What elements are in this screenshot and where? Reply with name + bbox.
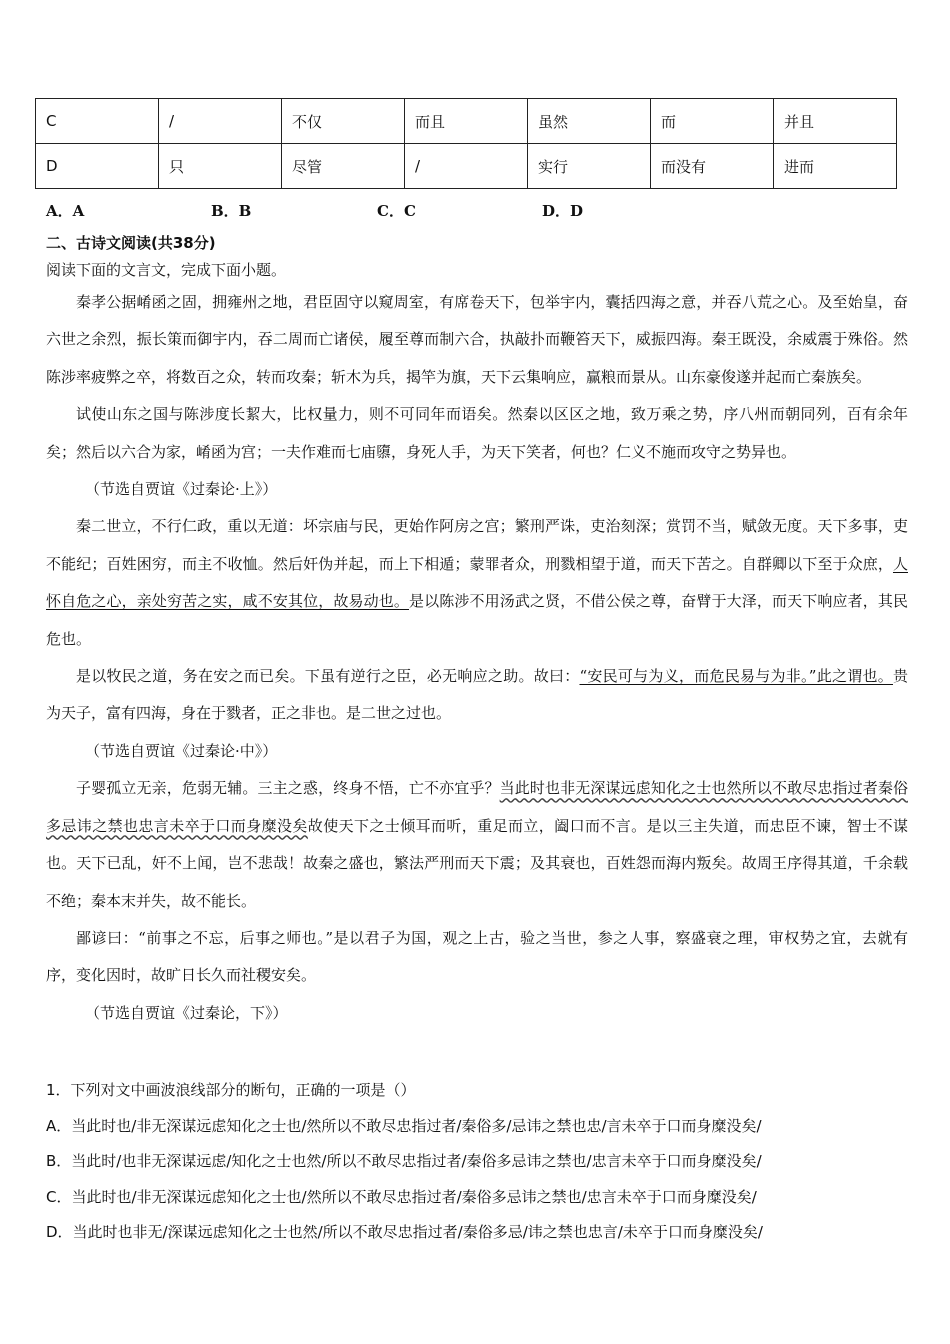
passage-text: 是以陈涉不用汤武之贤，不借公侯之尊，奋臂于大泽，而天下响应者，其民危也。 (46, 592, 908, 648)
question-1 (46, 1073, 916, 1251)
underlined-quote: “安民可与为义，而危民易与为非。”此之谓也。 (579, 667, 893, 686)
question-option-a[interactable]: A．当此时也/非无深谋远虑知化之士也/然所以不敢尽忠指过者/秦俗多/忌讳之禁也忠/言未卒于口而身糜没矣/ (46, 1116, 762, 1135)
passage-text: 故使天下之士倾耳而听，重足而立，阖口而不言。是以三主失道，而忠臣不谏，智士不谋也。天下已乱，奸不上闻，岂不悲哉！故秦之盛也，繁法严刑而天下震；及其衰也，百姓怨而海内叛矣。故周王序得其道，千余载不绝；秦本末并失，故不能长。 (46, 816, 908, 910)
table-cell: / (159, 99, 282, 144)
table-row (36, 144, 897, 189)
passage-paragraph (46, 658, 908, 733)
options-table (35, 98, 897, 189)
row-label: D (36, 144, 159, 189)
question-option-b[interactable]: B．当此时/也非无深谋远虑/知化之士也然/所以不敢尽忠指过者/秦俗多忌讳之禁也/忠言未卒于口而身糜没矣/ (46, 1152, 762, 1170)
table-cell: 尽管 (282, 144, 405, 189)
table-cell: 而没有 (651, 144, 774, 189)
section-title: 二、古诗文阅读(共38分) (46, 234, 216, 252)
passage-paragraph (46, 770, 908, 920)
passage-source: （节选自贾谊《过秦论，下》） (85, 1003, 288, 1022)
table-row (36, 99, 897, 144)
passage-text: 秦二世立，不行仁政，重以无道：坏宗庙与民，更始作阿房之宫；繁刑严诛，吏治刻深；赏罚不当，赋敛无度。天下多事，吏不能纪；百姓困穷，而主不收恤。然后奸伪并起，而上下相遁；蒙罪者众，刑戮相望于道，而天下苦之。自群卿以下至于众庶， (46, 517, 908, 573)
table-cell: 而且 (405, 99, 528, 144)
passage-paragraph (46, 508, 908, 658)
passage-paragraph: 秦孝公据崤函之固，拥雍州之地，君臣固守以窥周室，有席卷天下，包举宇内，囊括四海之意，并吞八荒之心。及至始皇，奋六世之余烈，振长策而御宇内，吞二周而亡诸侯，履至尊而制六合，执敲扑而鞭笞天下，威振四海。秦王既没，余威震于殊俗。然陈涉率疲弊之卒，将数百之众，转而攻秦；斩木为兵，揭竿为旗，天下云集响应，赢粮而景从。山东豪俊遂并起而亡秦族矣。 (46, 293, 908, 386)
passage-source: （节选自贾谊《过秦论·上》） (85, 480, 278, 499)
wavy-underlined-text: 当此时也非无深谋远虑知化之士也然所以不敢尽忠指过者秦俗多忌讳之禁也忠言未卒于口而身糜没矣 (46, 779, 908, 835)
passage-paragraph: 鄙谚曰：“前事之不忘，后事之师也。”是以君子为国，观之上古，验之当世，参之人事，察盛衰之理，审权势之宜，去就有序，变化因时，故旷日长久而社稷安矣。 (46, 928, 908, 985)
table-cell: 并且 (774, 99, 897, 144)
table-cell: 实行 (528, 144, 651, 189)
underlined-sentence: 人怀自危之心，亲处穷苦之实，咸不安其位，故易动也。 (46, 554, 908, 611)
choice-a[interactable]: A．A (46, 202, 85, 220)
passage-text: 子婴孤立无亲，危弱无辅。三主之惑，终身不悟，亡不亦宜乎？ (76, 779, 500, 798)
table-cell: 只 (159, 144, 282, 189)
choice-b[interactable]: B．B (211, 202, 252, 220)
table-cell: / (405, 144, 528, 189)
choice-d[interactable]: D．D (542, 202, 584, 220)
question-option-c[interactable]: C．当此时也/非无深谋远虑知化之士也/然所以不敢尽忠指过者/秦俗多忌讳之禁也/忠言未卒于口而身糜没矣/ (46, 1187, 757, 1206)
section-instruction: 阅读下面的文言文，完成下面小题。 (46, 261, 287, 279)
table-cell: 不仅 (282, 99, 405, 144)
passage-text: 是以牧民之道，务在安之而已矣。下虽有逆行之臣，必无响应之助。故曰： (76, 667, 580, 686)
choice-c[interactable]: C．C (377, 202, 416, 220)
classical-passage (46, 284, 908, 1032)
passage-paragraph: 试使山东之国与陈涉度长絜大，比权量力，则不可同年而语矣。然秦以区区之地，致万乘之势，序八州而朝同列，百有余年矣；然后以六合为家，崤函为宫；一夫作难而七庙隳，身死人手，为天下笑者，何也？仁义不施而攻守之势异也。 (46, 405, 908, 461)
question-option-d[interactable]: D．当此时也非无/深谋远虑知化之士也然/所以不敢尽忠指过者/秦俗多忌/讳之禁也忠言/未卒于口而身糜没矣/ (46, 1223, 763, 1241)
table-cell: 虽然 (528, 99, 651, 144)
question-stem: 1．下列对文中画波浪线部分的断句，正确的一项是（） (46, 1081, 416, 1099)
table-cell: 而 (651, 99, 774, 144)
row-label: C (36, 99, 159, 144)
passage-text: 贵为天子，富有四海，身在于戮者，正之非也。是二世之过也。 (46, 667, 908, 723)
table-cell: 进而 (774, 144, 897, 189)
passage-source: （节选自贾谊《过秦论·中》） (85, 741, 278, 760)
